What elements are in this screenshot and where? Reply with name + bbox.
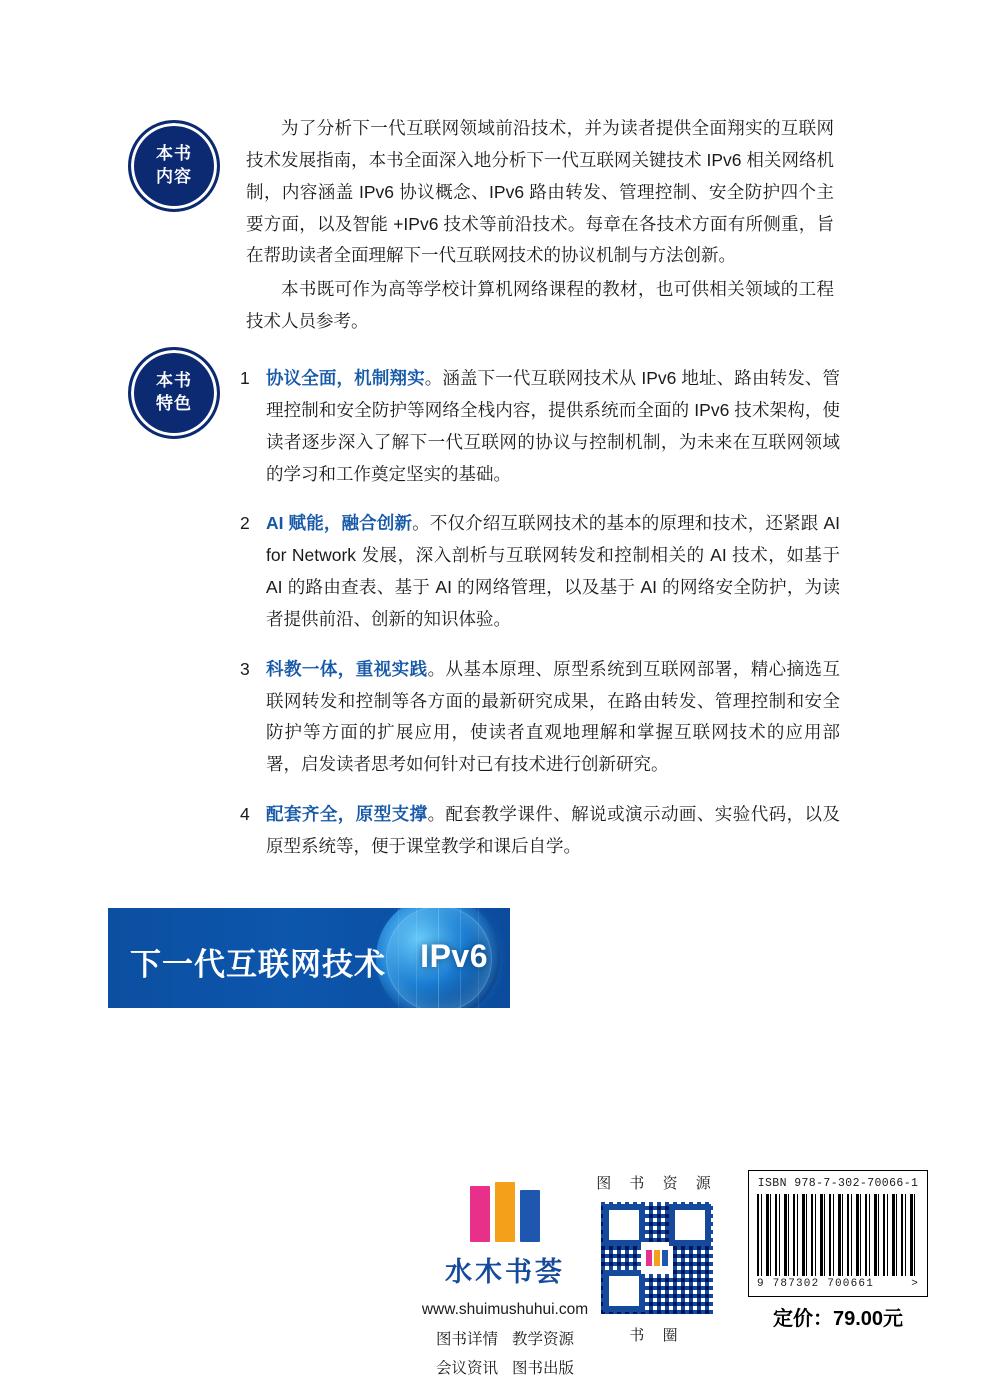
isbn-text: ISBN 978-7-302-70066-1 <box>757 1177 919 1190</box>
qr-logo-bar-blue <box>662 1250 668 1266</box>
qr-block <box>592 1172 722 1345</box>
feature-body: 。不仅介绍互联网技术的基本的原理和技术，还紧跟 AI for Network 发展，深入剖析与互联网转发和控制相关的 AI 技术，如基于 AI 的路由查表、基于 AI 的网络管理，以及基于 AI 的网络安全防护，为读者提供前沿、创新的知识体验。 <box>266 513 840 629</box>
publisher-link-1[interactable]: 图书详情 <box>435 1331 498 1348</box>
intro-paragraph-2: 本书既可作为高等学校计算机网络课程的教材，也可供相关领域的工程技术人员参考。 <box>246 279 834 332</box>
publisher-link-3[interactable]: 会议资讯 <box>435 1359 498 1377</box>
feature-item <box>240 654 840 781</box>
feature-number: 1 <box>240 368 250 388</box>
badge-book-content <box>128 120 220 212</box>
feature-title: AI 赋能，融合创新 <box>266 513 413 534</box>
series-banner <box>108 908 510 1008</box>
logo-bar-orange <box>495 1182 515 1242</box>
logo-bar-pink <box>470 1186 490 1242</box>
footer <box>0 1150 1000 1380</box>
publisher-block <box>390 1182 620 1383</box>
feature-body: 。从基本原理、原型系统到互联网部署，精心摘选互联网转发和控制等各方面的最新研究成果，在路由转发、管理控制和安全防护等方面的扩展应用，使读者直观地理解和掌握互联网技术的应用部署，启发读者思考如何针对已有技术进行创新研究。 <box>266 658 841 775</box>
feature-text <box>266 363 840 490</box>
publisher-name: 水木书荟 <box>445 1257 565 1287</box>
qr-eye-bottom-left <box>603 1270 645 1312</box>
barcode-icon <box>757 1194 919 1276</box>
barcode-digits <box>757 1278 919 1290</box>
qr-center-logo-icon <box>641 1242 673 1274</box>
feature-number: 4 <box>240 804 250 825</box>
qr-logo-bar-orange <box>654 1250 660 1266</box>
qr-logo-bar-pink <box>646 1250 652 1266</box>
feature-number: 3 <box>240 658 250 679</box>
book-content-section <box>246 113 834 338</box>
badge-book-feature-line2: 特色 <box>156 394 192 413</box>
isbn-barcode-block <box>748 1170 928 1297</box>
banner-ipv6-label: IPv6 <box>420 938 488 974</box>
publisher-url: www.shuimushuhui.com <box>421 1301 589 1318</box>
feature-title: 科教一体，重视实践 <box>266 658 428 679</box>
banner-title: 下一代互联网技术 <box>130 947 386 982</box>
feature-body: 。涵盖下一代互联网技术从 IPv6 地址、路由转发、管理控制和安全防护等网络全栈内容，提供系统而全面的 IPv6 技术架构，使读者逐步深入了解下一代互联网的协议与控制机制，为未来在互联网领域的学习和工作奠定坚实的基础。 <box>266 368 840 484</box>
publisher-link-4[interactable]: 图书出版 <box>512 1359 575 1377</box>
feature-text <box>266 508 840 635</box>
publisher-logo-icon <box>390 1182 620 1242</box>
publisher-links <box>390 1326 620 1383</box>
badge-book-content-line2: 内容 <box>156 167 192 186</box>
intro-paragraph-1: 为了分析下一代互联网领域前沿技术，并为读者提供全面翔实的互联网技术发展指南，本书全面深入地分析下一代互联网关键技术 IPv6 相关网络机制，内容涵盖 IPv6 协议概念、IPv6 路由转发、管理控制、安全防护四个主要方面，以及智能 +IPv6 技术等前沿技术。每章在各技术方面有所侧重，旨在帮助读者全面理解下一代互联网技术的协议机制与方法创新。 <box>246 118 834 266</box>
feature-title: 协议全面，机制翔实 <box>266 368 425 388</box>
badge-book-feature-line1: 本书 <box>156 371 192 391</box>
feature-body: 。配套教学课件、解说或演示动画、实验代码，以及原型系统等，便于课堂教学和课后自学。 <box>266 804 841 856</box>
price-label: 定价：79.00元 <box>772 1308 904 1330</box>
logo-bar-blue <box>520 1190 540 1242</box>
qr-code-icon[interactable] <box>601 1202 713 1314</box>
feature-item <box>240 508 840 635</box>
feature-text <box>266 799 840 863</box>
qr-caption: 图 书 资 源 <box>596 1175 718 1192</box>
feature-number: 2 <box>240 513 250 534</box>
barcode-digits-right: > <box>911 1278 919 1290</box>
publisher-link-2[interactable]: 教学资源 <box>512 1331 575 1348</box>
feature-title: 配套齐全，原型支撑 <box>266 804 428 825</box>
feature-item <box>240 363 840 490</box>
badge-book-feature <box>128 347 220 439</box>
barcode-digits-left: 9 787302 700661 <box>757 1278 875 1290</box>
qr-label: 书 圈 <box>629 1327 685 1344</box>
feature-item <box>240 799 840 863</box>
badge-book-content-line1: 本书 <box>156 144 192 164</box>
book-feature-list <box>240 363 840 881</box>
feature-text <box>266 654 840 781</box>
